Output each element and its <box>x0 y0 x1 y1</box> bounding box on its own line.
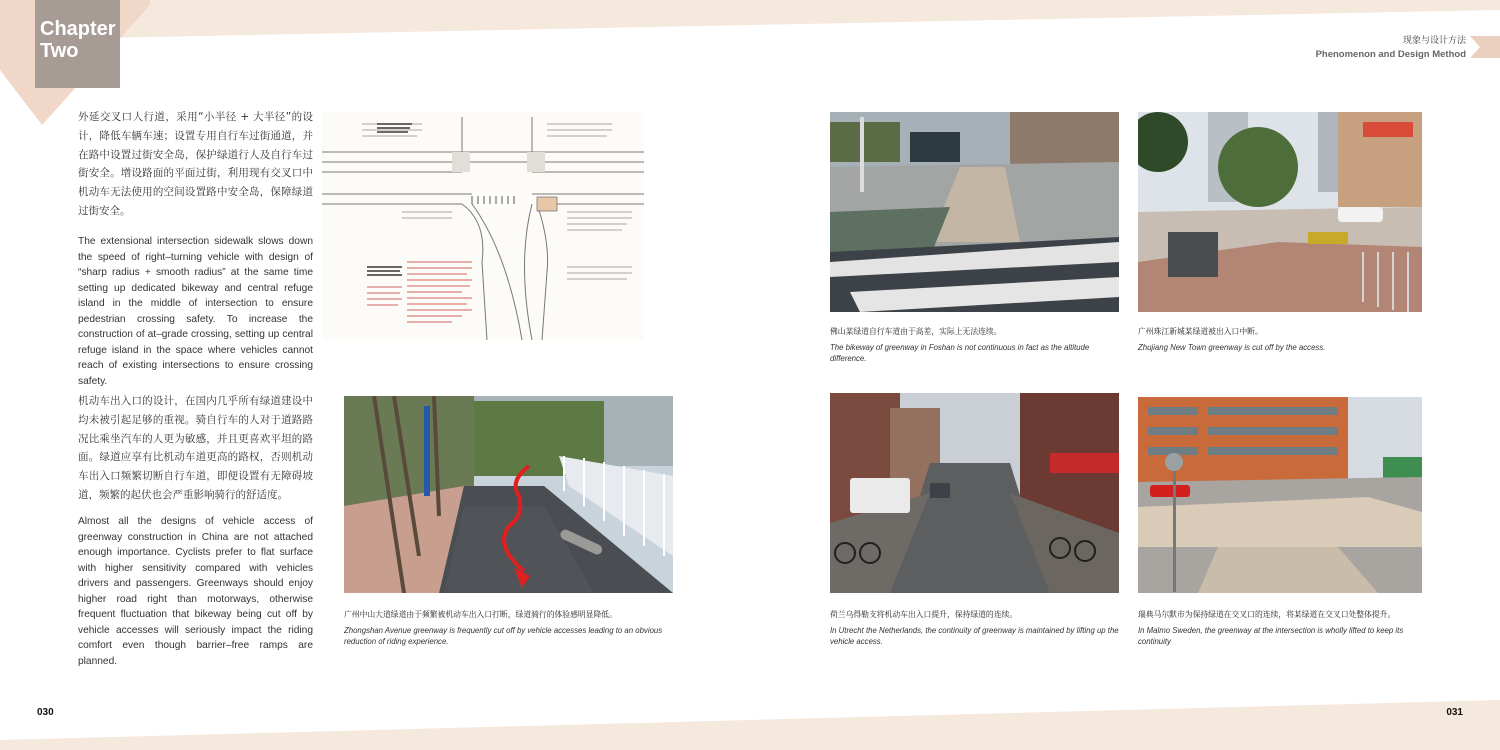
zhongshan-avenue-photo <box>344 396 673 593</box>
body-paragraph-en-1: The extensional intersection sidewalk slows down the speed of right–turning vehicle with design of “sharp radius + smooth radius” at the same time setting up dedicated bikeway and central refuge island in the middle of intersection to ensure pedestrian crossing safety. To increase the construction of at–grade crossing, setting up central refuge island in the space where vehicles cannot reach of existing intersections to ensure crossing safety. <box>78 236 313 387</box>
caption-malmo <box>1138 609 1428 647</box>
zhujiang-new-town-photo <box>1138 112 1422 312</box>
malmo-intersection-photo <box>1138 397 1422 593</box>
body-paragraph-cn-1: 外延交叉口人行道，采用“小半径 + 大半径”的设计，降低车辆车速；设置专用自行车过街通道，并在路中设置过街安全岛，保护绿道行人及自行车过街安全。增设路面的平面过街，利用现有交叉口中机动车无法使用的空间设置路中安全岛，保障绿道过街安全。 <box>78 111 313 217</box>
top-decor-band <box>0 0 1500 40</box>
caption-zhongshan <box>344 609 678 647</box>
utrecht-street-photo <box>830 393 1119 593</box>
caption-foshan <box>830 326 1122 364</box>
section-title-en: Phenomenon and Design Method <box>1315 49 1466 60</box>
chapter-label <box>40 18 116 62</box>
caption-zhongshan-cn: 广州中山大道绿道由于频繁被机动车出入口打断，绿道骑行的体验感明显降低。 <box>344 610 617 619</box>
foshan-greenway-photo <box>830 112 1119 312</box>
chapter-line1: Chapter <box>40 18 116 40</box>
caption-zhujiang <box>1138 326 1424 353</box>
page-number-right: 031 <box>1446 707 1463 718</box>
bottom-decor-band <box>0 700 1500 750</box>
caption-malmo-en: In Malmo Sweden, the greenway at the intersection is wholly lifted to keep its continuity <box>1138 626 1404 646</box>
page-number-left: 030 <box>37 707 54 718</box>
caption-utrecht <box>830 609 1122 647</box>
caption-zhujiang-en: Zhujiang New Town greenway is cut off by the access. <box>1138 343 1326 352</box>
body-paragraph-en-2: Almost all the designs of vehicle access of greenway construction in China are not attached enough importance. Cyclists prefer to flat surface with higher sensitivity compared with vehicles drivers and passengers. Greenways should enjoy higher road right than motorways, otherwise frequent fluctuation that bikeway being cut off by vehicle accesses will seriously impact the riding comfort even though barrier–free ramps are planned. <box>78 516 313 667</box>
body-paragraph-cn-2: 机动车出入口的设计，在国内几乎所有绿道建设中均未被引起足够的重视。骑自行车的人对于道路路况比乘坐汽车的人更为敏感，并且更喜欢平坦的路面。绿道应享有比机动车道更高的路权，否则机动车出入口频繁切断自行车道，即便设置有无障碍坡道，频繁的起伏也会严重影响骑行的舒适度。 <box>78 395 313 501</box>
intersection-sketch-image <box>322 112 644 340</box>
caption-utrecht-cn: 荷兰乌得勒支将机动车出入口提升，保持绿道的连续。 <box>830 610 1018 619</box>
caption-malmo-cn: 瑞典马尔默市为保持绿道在交叉口的连续，将某绿道在交叉口处整体提升。 <box>1138 610 1396 619</box>
section-title-cn: 现象与设计方法 <box>1402 36 1466 46</box>
chapter-line2: Two <box>40 40 79 62</box>
caption-foshan-cn: 佛山某绿道自行车道由于高差，实际上无法连续。 <box>830 327 1002 336</box>
caption-utrecht-en: In Utrecht the Netherlands, the continuity of greenway is maintained by lifting up the vehicle access. <box>830 626 1119 646</box>
caption-zhongshan-en: Zhongshan Avenue greenway is frequently cut off by vehicle accesses leading to an obvious reduction of riding experience. <box>344 626 663 646</box>
caption-foshan-en: The bikeway of greenway in Foshan is not continuous in fact as the altitude difference. <box>830 343 1090 363</box>
caption-zhujiang-cn: 广州珠江新城某绿道被出入口中断。 <box>1138 327 1263 336</box>
section-header <box>1316 33 1466 60</box>
header-arrow-icon <box>1470 36 1500 58</box>
